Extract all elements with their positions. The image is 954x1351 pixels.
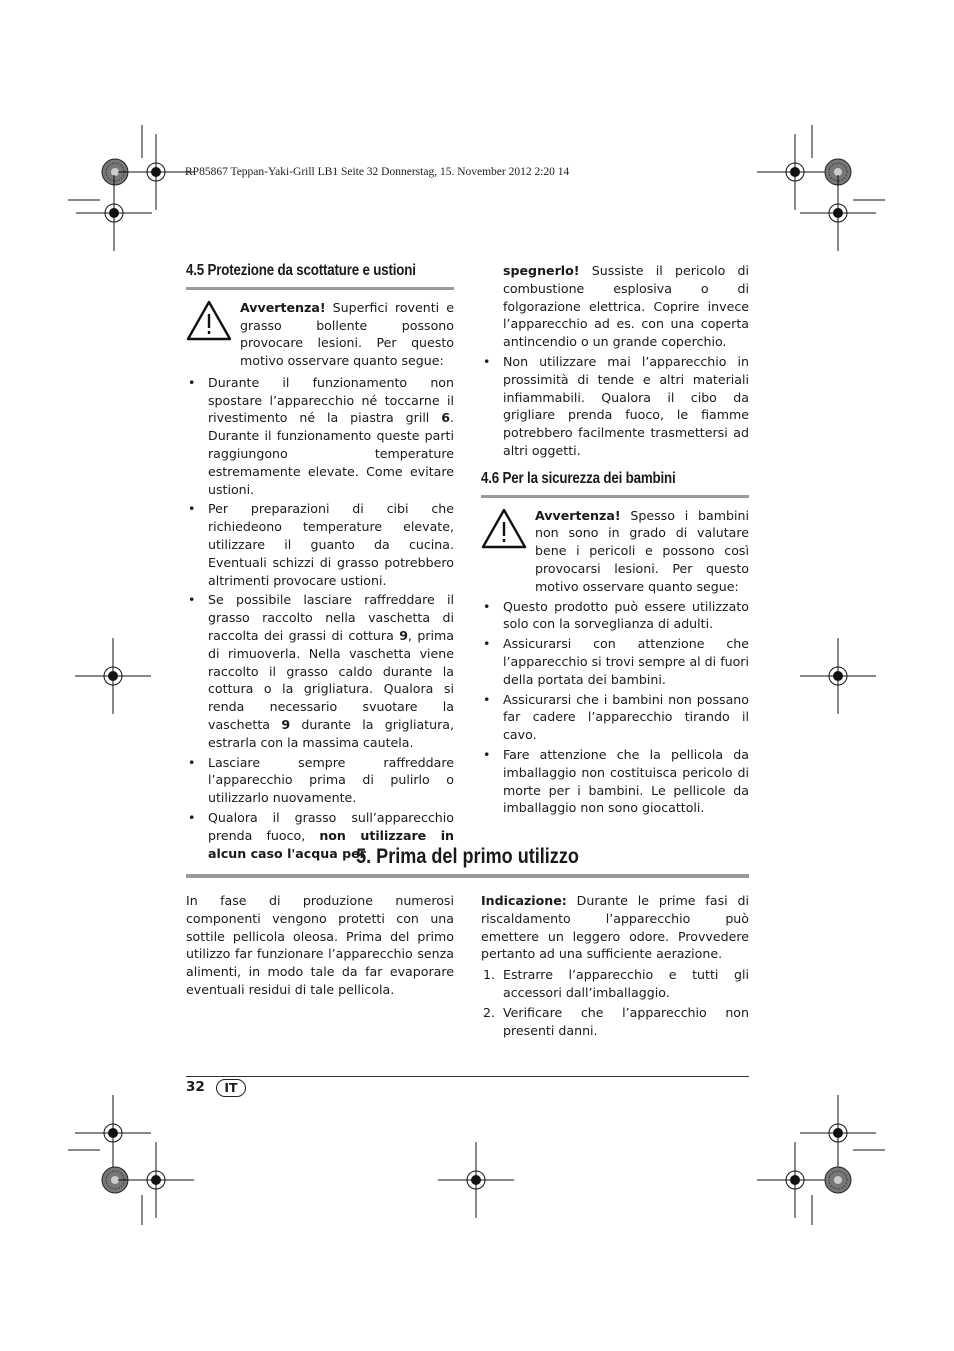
- warning-triangle-icon: [186, 299, 232, 341]
- list-item: • Fare attenzione che la pellicola da imballaggio non costituisca pericolo di morte per i bambini. Le pellicole da imballaggio non sono giocattoli.: [483, 746, 749, 816]
- section-4-5-rule: [186, 287, 454, 290]
- bullet-list-4-5: [186, 374, 454, 863]
- section-4-6-rule: [481, 495, 749, 498]
- right-column: [481, 262, 749, 819]
- warning-triangle-icon: [481, 507, 527, 549]
- section-5-left: [186, 892, 454, 999]
- warning-text-4-6: Avvertenza! Spesso i bambini non sono in grado di valutare bene i pericoli e possono così provocarsi lesioni. Per questo motivo osservare quanto segue:: [535, 507, 749, 594]
- continuation-text: spegnerlo! Sussiste il pericolo di combustione esplosiva o di folgorazione elettrica. Coprire invece l’apparecchio ad es. con una coperta antincendio o un grande coperchio.: [503, 263, 749, 350]
- warning-text-4-5: Avvertenza! Superfici roventi e grasso bollente possono provocare lesioni. Per questo motivo osservare quanto segue:: [240, 299, 454, 369]
- section-5-note: Indicazione: Durante le prime fasi di riscaldamento l’apparecchio può emettere un leggero odore. Provvedere pertanto ad una sufficiente aerazione.: [481, 893, 749, 962]
- list-item: • Assicurarsi con attenzione che l’apparecchio si trovi sempre al di fuori della portata dei bambini.: [483, 636, 749, 687]
- section-5-intro: In fase di produzione numerosi componenti vengono protetti con una sottile pellicola oleosa. Prima del primo utilizzo far funzionare l’apparecchio senza alimenti, in modo tale da far evaporare eventuali residui di tale pellicola.: [186, 893, 454, 997]
- bullet-list-4-5-cont: [481, 353, 749, 460]
- page-number: 32: [186, 1079, 205, 1095]
- warning-block-4-5: [186, 299, 454, 371]
- left-column: [186, 262, 454, 864]
- list-item: • Non utilizzare mai l’apparecchio in prossimità di tende e altri materiali infiammabili. Qualora il cibo da grigliare prenda fuoco, le fiamme potrebbero facilmente trasmettersi ad altri oggetti.: [483, 353, 749, 458]
- list-item: • Lasciare sempre raffreddare l’apparecchio prima di pulirlo o utilizzarlo nuovamente.: [188, 754, 454, 806]
- section-4-6-heading: 4.6 Per la sicurezza dei bambini: [481, 469, 676, 487]
- list-item: • Qualora il grasso sull’apparecchio prenda fuoco, non utilizzare in alcun caso l'acqua per: [188, 809, 454, 861]
- section-4-5-heading: 4.5 Protezione da scottature e ustioni: [186, 262, 416, 279]
- list-item: • Assicurarsi che i bambini non possano far cadere l’apparecchio tirando il cavo.: [483, 691, 749, 743]
- list-item: • Questo prodotto può essere utilizzato solo con la sorveglianza di adulti.: [483, 598, 749, 632]
- steps-list: [481, 966, 749, 1039]
- language-badge: IT: [216, 1079, 246, 1097]
- footer-rule: [186, 1076, 749, 1077]
- warning-block-4-6: [481, 507, 749, 596]
- list-item: • Durante il funzionamento non spostare l’apparecchio né toccarne il rivestimento né la piastra grill 6. Durante il funzionamento queste parti raggiungono temperature estremamente elevate. Come evitare ustioni.: [188, 374, 454, 497]
- list-item: • Se possibile lasciare raffreddare il grasso raccolto nella vaschetta di raccolta dei grassi di cottura 9, prima di rimuoverla. Nella vaschetta viene raccolto il grasso caldo durante la cottura o la grigliatura. Qualora si renda necessario svuotare la vaschetta 9 durante la grigliatura, estrarla con la massima cautela.: [188, 592, 455, 750]
- bullet-list-4-6: [481, 598, 749, 818]
- section-5-rule: [186, 874, 749, 878]
- section-5-heading: 5. Prima del primo utilizzo: [356, 845, 579, 868]
- section-5-right: [481, 892, 749, 1041]
- list-item: • Per preparazioni di cibi che richiedeono temperature elevate, utilizzare il guanto da cucina. Eventuali schizzi di grasso potrebbero altrimenti provocare ustioni.: [188, 501, 454, 588]
- list-item: 1. Estrarre l’apparecchio e tutti gli accessori dall’imballaggio.: [483, 967, 749, 1000]
- list-item: 2. Verificare che l’apparecchio non presenti danni.: [483, 1004, 749, 1038]
- print-header: RP85867 Teppan-Yaki-Grill LB1 Seite 32 Donnerstag, 15. November 2012 2:20 14: [185, 166, 570, 178]
